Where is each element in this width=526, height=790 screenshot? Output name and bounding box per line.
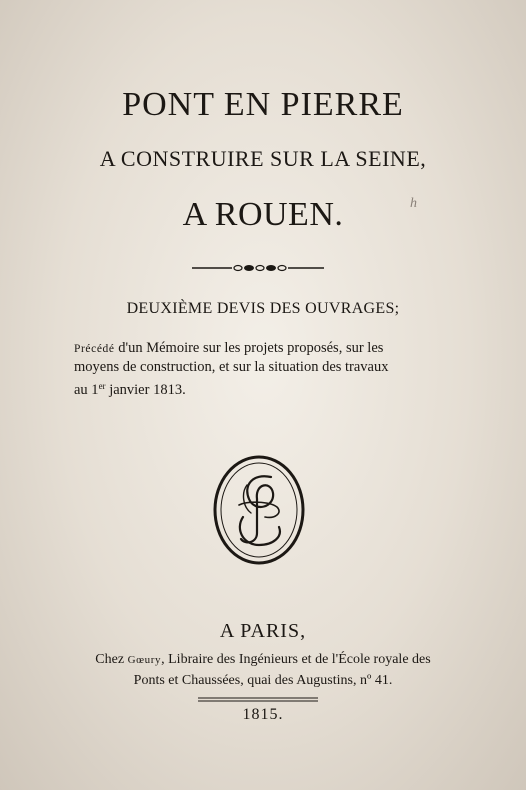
title-line-1: PONT EN PIERRE <box>122 86 404 123</box>
paragraph-line-3-text: janvier 1813. <box>109 382 186 398</box>
publisher-address: Ponts et Chaussées, quai des Augustins, nº 41. <box>133 673 393 688</box>
paragraph-line-3-prefix: au 1 <box>74 382 99 398</box>
paragraph-line-1-text: d'un Mémoire sur les projets proposés, sur les <box>118 340 384 356</box>
imprint-city: A PARIS, <box>219 620 307 642</box>
double-rule <box>198 697 318 702</box>
monogram-seal-icon <box>213 455 305 565</box>
paragraph-line-1 <box>74 339 458 359</box>
publisher-line <box>0 652 526 668</box>
title-line-2: A CONSTRUIRE SUR LA SEINE, <box>99 146 427 171</box>
publisher-rest: , Libraire des Ingénieurs et de l'École royale des <box>161 652 431 667</box>
publisher-name: Gœury <box>127 654 162 666</box>
paragraph-line-2: moyens de construction, et sur la situation des travaux <box>74 359 389 375</box>
publisher-prefix: Chez <box>95 652 125 667</box>
margin-mark: h <box>410 196 417 211</box>
ornamental-divider <box>192 262 324 274</box>
publication-year: 1815. <box>242 706 284 723</box>
paragraph-line-3-sup: er <box>98 381 106 391</box>
subtitle: DEUXIÈME DEVIS DES OUVRAGES; <box>126 300 400 317</box>
paragraph-lead: Précédé <box>74 343 115 355</box>
title-line-3: A ROUEN. <box>182 196 344 233</box>
paragraph-line-3 <box>74 377 458 400</box>
